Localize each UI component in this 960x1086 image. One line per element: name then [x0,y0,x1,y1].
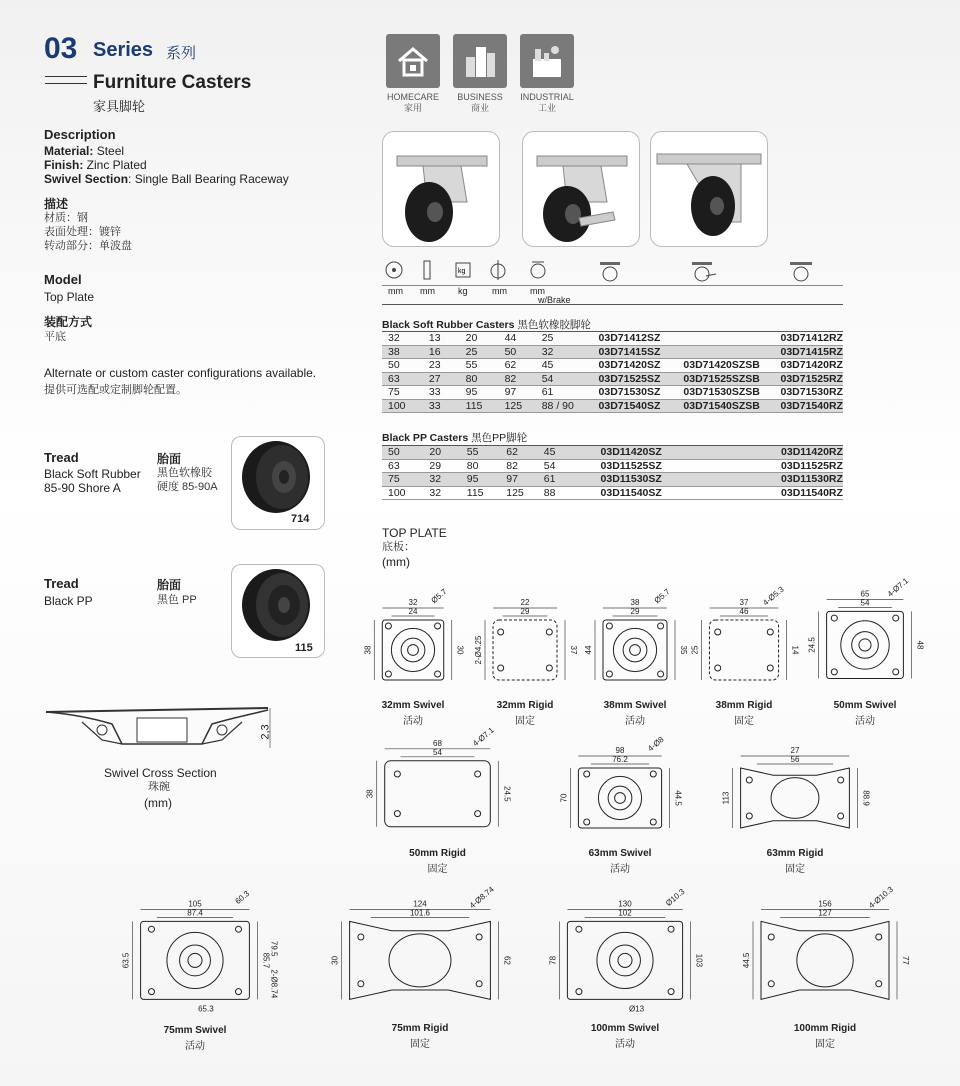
dimension-label: 2-Ø8.74 [269,969,279,999]
table-cell: 125 [500,486,538,500]
table-cell: 32 [382,332,423,346]
dimension-label: Ø5.7 [652,587,672,606]
tread-heading: Tread [44,450,79,465]
dimension-label: 79.5 [269,940,279,957]
custom-note-cn: 提供可选配或定制脚轮配置。 [44,384,187,396]
plate-drawing [555,734,685,840]
swivel-caster-icon [600,262,620,281]
drawing-caption: 100mm Swivel [590,1023,660,1034]
table-cell: 32 [423,486,460,500]
table-cell: 82 [499,372,536,386]
dimension-label: 2-Ø4.25 [474,635,483,665]
dimension-label: 38 [363,645,373,655]
drawing-caption-cn: 活动 [610,864,630,875]
table-cell: 75 [382,473,423,487]
industrial-icon [520,34,574,88]
table-cell: 20 [460,332,499,346]
plate-drawing [805,576,925,692]
plate-drawing [710,740,880,840]
dimension-label: 44.5 [673,790,683,806]
material-line: Material: Steel [44,144,125,158]
dimension-label: 127 [818,908,832,918]
table-cell [677,345,774,359]
dimension-label: 156 [818,899,832,909]
table-cell: 80 [461,459,500,473]
drawing-caption-cn: 固定 [410,1039,430,1050]
table-cell: 03D71525RZ [774,372,843,386]
table-cell: 27 [423,372,460,386]
drawing-caption: 50mm Swivel [833,700,897,711]
dimension-label: 87.4 [187,908,203,918]
pp-table-title: Black PP Casters 黑色PP脚轮 [382,432,528,444]
table-cell: 100 [382,486,423,500]
drawing-caption-cn: 活动 [855,716,875,727]
dimension-label: 27 [790,746,800,755]
table-cell: 63 [382,459,423,473]
wheel-diameter-icon [386,262,402,278]
drawing-caption: 32mm Rigid [496,700,554,711]
tread-heading-cn: 胎面 [157,578,182,592]
table-cell: 33 [423,399,460,413]
dimension-label: 101.6 [409,908,431,918]
page-title: Furniture Casters [93,72,252,93]
dimension-label: 70 [559,793,569,803]
plate-drawing [725,885,925,1015]
description-lines-cn: 材质：钢 表面处理：镀锌 转动部分：单波盘 [44,212,132,252]
dimension-label: 103 [694,953,704,968]
plate-drawing [690,584,800,692]
table-cell: 13 [423,332,460,346]
table-cell: 63 [382,372,423,386]
dimension-label: 32 [408,598,418,607]
rubber-casters-table [382,331,843,413]
table-cell: 54 [538,459,595,473]
table-cell: 32 [423,473,460,487]
top-plate-label: TOP PLATE [382,526,447,540]
finish-line: Finish: Zinc Plated [44,158,147,172]
table-cell: 03D11420SZ [595,446,680,460]
custom-note: Alternate or custom caster configurations available. [44,366,317,380]
dimension-label: 77 [901,955,910,965]
table-row [382,332,843,346]
dimension-label: 22 [520,598,530,607]
drawing-caption: 50mm Rigid [409,848,466,859]
top-plate-unit: (mm) [382,555,410,569]
cross-section-label: Swivel Cross Section [104,766,217,780]
description-lines [44,144,289,186]
table-cell: 88 / 90 [536,399,593,413]
industrial-label: INDUSTRIAL 工业 [520,92,574,113]
tread-desc-cn: 黑色软橡胶 硬度 85-90A [157,467,218,493]
table-cell: 32 [536,345,593,359]
dimension-label: 37 [739,598,749,607]
table-cell: 115 [461,486,500,500]
table-cell: 50 [499,345,536,359]
table-cell: 45 [538,446,595,460]
plate-drawing [355,725,520,840]
table-cell: 03D71540SZ [593,399,678,413]
table-cell: 55 [460,359,499,373]
table-cell: 62 [499,359,536,373]
table-cell: 03D71540SZSB [677,399,774,413]
dimension-label: 105 [188,899,202,909]
table-cell: 97 [500,473,538,487]
table-cell [677,332,774,346]
dimension-label: 30 [455,645,465,655]
tread-code: 115 [295,642,313,654]
table-cell: 03D71530SZSB [677,386,774,400]
dimension-label: 24 [408,607,418,616]
table-row [382,372,843,386]
table-cell: 03D71412SZ [593,332,678,346]
offset-icon [531,262,545,278]
drawing-caption: 32mm Swivel [381,700,445,711]
dimension-label: 88.9 [861,790,871,806]
table-cell: 25 [536,332,593,346]
drawing-caption: 38mm Swivel [603,700,667,711]
svg-text:kg: kg [458,268,466,275]
table-cell: 03D71525SZ [593,372,678,386]
table-cell: 82 [500,459,538,473]
table-cell: 03D71420SZSB [677,359,774,373]
dimension-label: 4-Ø5.3 [761,584,786,608]
drawing-caption-cn: 固定 [734,716,754,727]
dimension-label: 65.3 [198,1004,214,1014]
table-cell: 03D71420SZ [593,359,678,373]
drawing-caption: 63mm Swivel [588,848,652,859]
rigid-caster-photo [650,131,768,247]
table-cell: 29 [423,459,460,473]
dimension-label: 68 [433,738,442,748]
cross-section-dim: 2,3 [259,724,272,740]
table-cell: 03D11525RZ [775,459,843,473]
table-cell: 115 [460,399,499,413]
model-heading-cn: 装配方式 [44,315,93,329]
homecare-icon [386,34,440,88]
dimension-label: 4-Ø7.1 [471,725,496,749]
drawing-caption: 38mm Rigid [715,700,773,711]
height-icon [491,260,505,280]
table-cell: 95 [461,473,500,487]
dimension-label: 38 [630,598,640,607]
dimension-label: 4-Ø8 [646,734,666,754]
cross-section-label-cn: 珠碗 [148,781,170,793]
table-cell: 03D11540RZ [775,486,843,500]
dimension-label: 29 [630,607,640,616]
table-cell: 03D71415SZ [593,345,678,359]
table-cell: 03D11530RZ [775,473,843,487]
dimension-label: 76.2 [612,755,628,764]
dimension-label: 29 [520,607,530,616]
dimension-label: 44 [584,645,593,655]
dimension-label: 60.3 [233,889,252,906]
table-cell: 80 [460,372,499,386]
homecare-label: HOMECARE 家用 [386,92,439,113]
dimension-label: 65 [860,589,870,599]
dimension-label: 4-Ø10.3 [867,884,895,911]
dimension-label: Ø13 [628,1004,645,1014]
swivel-brake-icon [692,262,716,281]
drawing-caption-cn: 活动 [625,716,645,727]
table-cell: 95 [460,386,499,400]
dimension-label: 24.5 [502,786,512,802]
table-row [382,473,843,487]
table-cell: 50 [382,446,423,460]
drawing-caption-cn: 固定 [427,864,448,875]
plate-drawing [310,885,530,1015]
drawing-caption-cn: 固定 [815,1039,835,1050]
table-cell: 44 [499,332,536,346]
table-cell: 33 [423,386,460,400]
table-cell: 20 [423,446,460,460]
tread-heading-cn: 胎面 [157,452,182,466]
table-cell: 03D71412RZ [774,332,843,346]
drawing-caption: 100mm Rigid [793,1023,857,1034]
dimension-label: 24.5 [807,637,817,653]
dimension-label: 35 [679,645,688,655]
rigid-caster-icon [790,262,812,281]
table-cell [680,446,775,460]
description-heading-cn: 描述 [44,197,69,211]
drawing-caption-cn: 固定 [515,716,535,727]
drawing-caption: 75mm Rigid [391,1023,449,1034]
drawing-caption: 63mm Rigid [766,848,824,859]
table-cell: 25 [460,345,499,359]
table-cell: 61 [536,386,593,400]
rubber-table-title: Black Soft Rubber Casters 黑色软橡胶脚轮 [382,319,591,331]
load-kg-icon [456,263,470,277]
dimension-label: 4-Ø7.1 [885,576,911,599]
table-cell [680,459,775,473]
series-number: 03 [44,32,78,65]
table-row [382,446,843,460]
table-cell: 50 [382,359,423,373]
swivel-caster-photo [382,131,500,247]
dimension-label: 98 [615,746,625,755]
table-cell: 03D71415RZ [774,345,843,359]
table-cell: 03D11540SZ [595,486,680,500]
table-cell: 03D11420RZ [775,446,843,460]
drawing-caption-cn: 固定 [785,864,805,875]
dimension-label: 130 [618,899,632,909]
dimension-label: 14 [790,645,800,655]
table-row [382,399,843,413]
table-cell: 03D11530SZ [595,473,680,487]
plate-drawing [474,592,578,692]
table-cell [680,486,775,500]
table-cell: 125 [499,399,536,413]
spec-header-icons [382,258,842,286]
business-icon [453,34,507,88]
series-word: Series [93,39,154,61]
table-cell: 55 [461,446,500,460]
dimension-label: 63.5 [121,952,131,969]
table-row [382,359,843,373]
table-row [382,486,843,500]
table-cell: 16 [423,345,460,359]
cross-section-unit: (mm) [144,796,172,810]
description-heading: Description [44,127,116,142]
swivel-brake-caster-photo [522,131,640,247]
table-cell: 03D11525SZ [595,459,680,473]
dimension-label: 48 [915,640,925,650]
tread-heading: Tread [44,576,79,591]
table-cell: 61 [538,473,595,487]
spec-units-row: mm mm kg mm mm w/Brake [382,285,843,305]
table-cell [680,473,775,487]
plate-drawing [535,885,715,1015]
table-cell: 54 [536,372,593,386]
swivel-cross-section-drawing [42,700,282,760]
dimension-label: Ø10.3 [663,887,687,908]
dimension-label: 25 [690,645,700,655]
dimension-label: 56 [790,755,800,764]
dimension-label: Ø5.7 [429,587,449,606]
title-divider [45,76,87,84]
swivel-section-line: Swivel Section: Single Ball Bearing Raceway [44,172,289,186]
tread-desc-cn: 黑色 PP [157,594,197,606]
dimension-label: 54 [860,598,870,608]
dimension-label: 44.5 [742,952,751,969]
plate-drawing [363,587,465,692]
table-cell: 03D71420RZ [774,359,843,373]
dimension-label: 37 [569,645,578,655]
tread-desc: Black Soft Rubber 85-90 Shore A [44,467,141,495]
dimension-label: 38 [365,789,375,799]
table-cell: 97 [499,386,536,400]
table-cell: 45 [536,359,593,373]
drawing-caption: 75mm Swivel [163,1025,227,1036]
page-title-cn: 家具脚轮 [93,99,146,114]
table-cell: 03D71540RZ [774,399,843,413]
table-row [382,386,843,400]
drawing-caption-cn: 活动 [615,1039,635,1050]
table-cell: 88 [538,486,595,500]
model-value: Top Plate [44,290,95,304]
dimension-label: 78 [548,955,558,965]
drawing-caption-cn: 活动 [185,1041,205,1052]
tread-code: 714 [291,513,310,525]
business-label: BUSINESS 商业 [457,92,503,113]
model-value-cn: 平底 [44,331,66,343]
table-cell: 75 [382,386,423,400]
tread-width-icon [424,261,430,279]
table-cell: 23 [423,359,460,373]
plate-drawing [584,587,688,692]
dimension-label: 124 [413,899,427,909]
table-row [382,345,843,359]
model-heading: Model [44,272,82,287]
dimension-label: 85.7 [261,952,271,969]
tread-desc: Black PP [44,594,93,608]
table-cell: 03D71525SZSB [677,372,774,386]
rubber-wheel-icon [232,437,326,531]
series-cn: 系列 [166,45,197,62]
dimension-label: 4-Ø8.74 [467,884,496,911]
dimension-label: 30 [330,955,340,965]
dimension-label: 46 [739,607,749,616]
table-cell: 03D71530RZ [774,386,843,400]
dimension-label: 62 [502,955,512,965]
tread-rubber-photo [231,436,325,530]
dimension-label: 113 [721,791,731,805]
dimension-label: 54 [433,747,442,757]
table-cell: 100 [382,399,423,413]
dimension-label: 102 [618,908,632,918]
plate-drawing [110,885,280,1015]
table-cell: 62 [500,446,538,460]
drawing-caption-cn: 活动 [403,716,423,727]
pp-casters-table [382,445,843,500]
table-cell: 03D71530SZ [593,386,678,400]
table-cell: 38 [382,345,423,359]
top-plate-label-cn: 底板： [382,541,415,553]
table-row [382,459,843,473]
